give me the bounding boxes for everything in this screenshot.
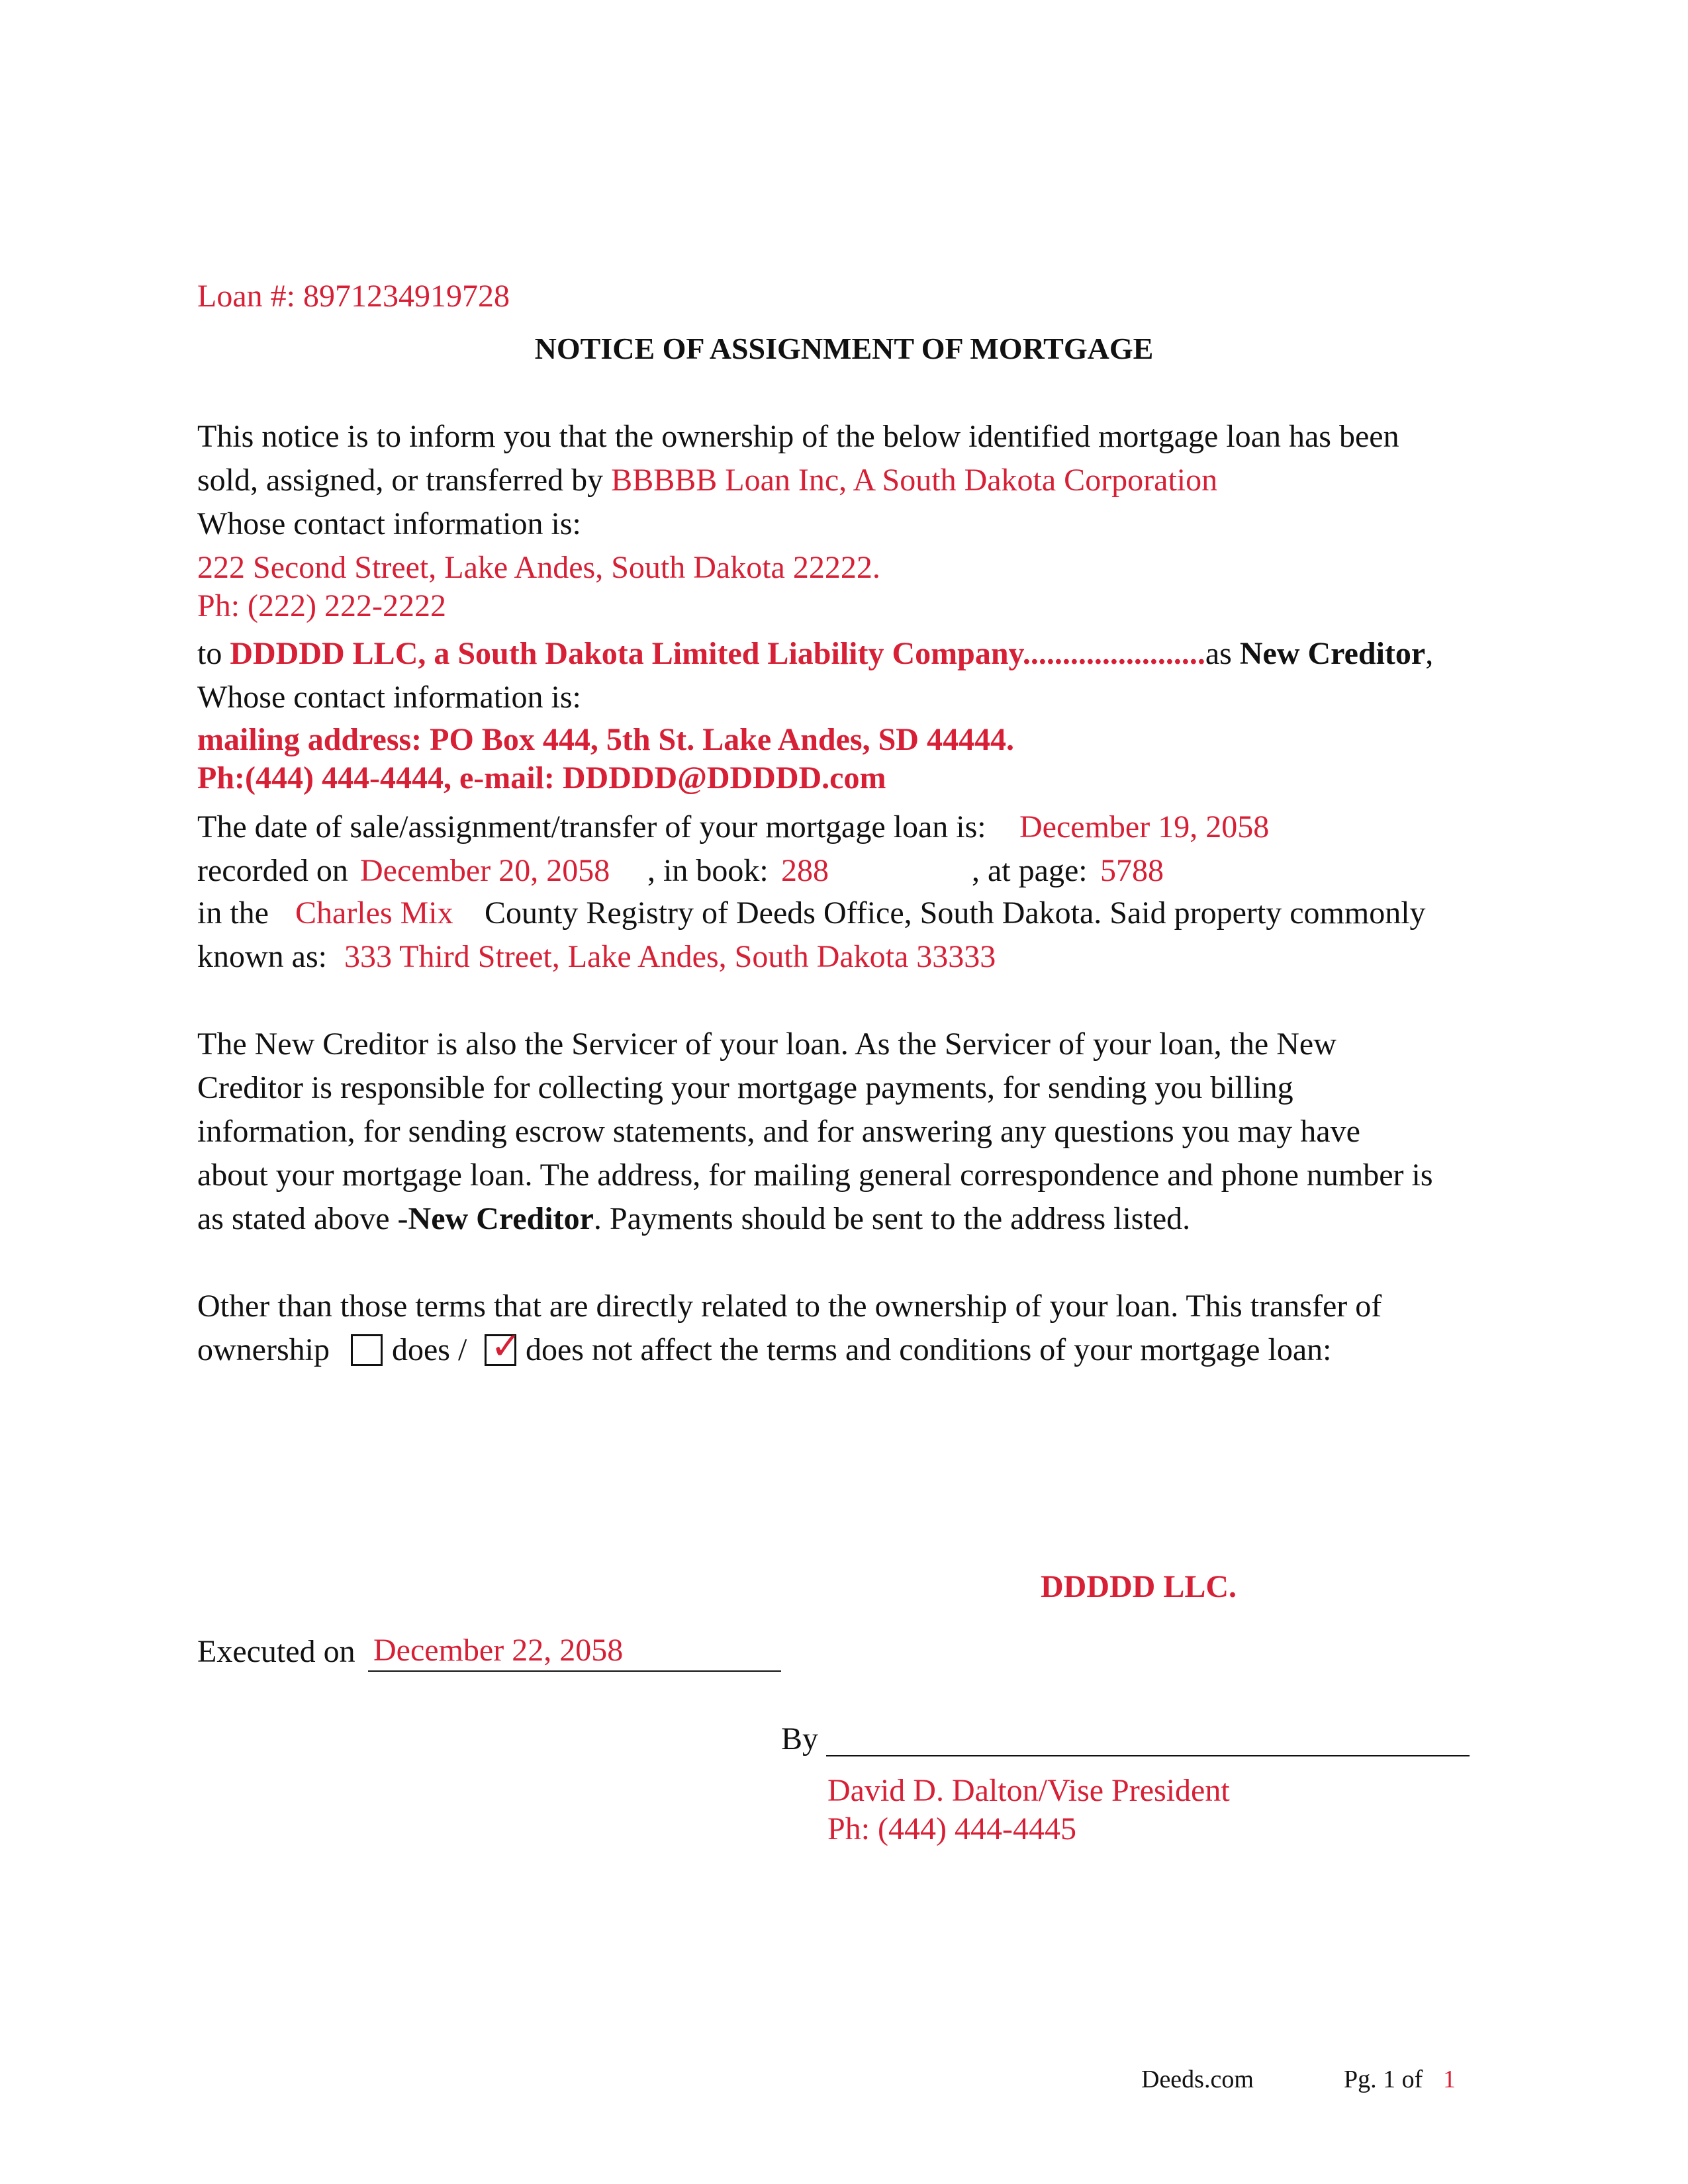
servicer-line-5-prefix: as stated above -: [197, 1201, 408, 1236]
to-label: to: [197, 636, 222, 671]
footer-page-total: 1: [1443, 2066, 1456, 2093]
does-label: does /: [392, 1332, 467, 1367]
by-label: By: [781, 1721, 819, 1756]
new-creditor-role: New Creditor: [1239, 636, 1426, 671]
county-text: County Registry of Deeds Office, South Dakota. Said property commonly: [485, 895, 1426, 931]
servicer-new-creditor: New Creditor: [408, 1201, 594, 1236]
transfer-date-field[interactable]: December 19, 2058: [1019, 809, 1270, 844]
assignor-phone-field[interactable]: Ph: (222) 222-2222: [197, 588, 446, 623]
creditor-address-field[interactable]: mailing address: PO Box 444, 5th St. Lake Andes, SD 44444.: [197, 722, 1014, 757]
creditor-name-field[interactable]: DDDDD LLC, a South Dakota Limited Liability Company: [230, 636, 1023, 671]
as-label: as: [1205, 636, 1232, 671]
servicer-line-5: [197, 1201, 1190, 1238]
property-address-field[interactable]: 333 Third Street, Lake Andes, South Dakota 33333: [344, 939, 996, 974]
terms-line-1: Other than those terms that are directly related to the ownership of your loan. This transfer of: [197, 1289, 1382, 1324]
in-the-label: in the: [197, 895, 269, 931]
executed-date-field[interactable]: December 22, 2058: [373, 1633, 624, 1668]
signing-company: DDDDD LLC.: [1041, 1569, 1237, 1604]
servicer-line-4: about your mortgage loan. The address, for mailing general correspondence and phone number is: [197, 1158, 1433, 1193]
page-label: , at page:: [972, 853, 1088, 888]
assignor-address-field[interactable]: 222 Second Street, Lake Andes, South Dakota 22222.: [197, 550, 880, 585]
creditor-line: [197, 635, 1433, 672]
signer-phone: Ph: (444) 444-4445: [827, 1811, 1076, 1846]
signature-line[interactable]: [826, 1755, 1470, 1756]
intro-line-1: This notice is to inform you that the ownership of the below identified mortgage loan has been: [197, 419, 1399, 454]
intro-line-2: [197, 462, 1217, 499]
footer-site: Deeds.com: [1141, 2066, 1254, 2093]
book-label: , in book:: [647, 853, 769, 888]
creditor-dots: .......................: [1022, 636, 1205, 671]
transfer-date-label: The date of sale/assignment/transfer of your mortgage loan is:: [197, 809, 986, 844]
does-not-label: does not affect the terms and conditions of your mortgage loan:: [526, 1332, 1332, 1367]
book-number-field[interactable]: 288: [781, 853, 829, 888]
does-not-checkbox[interactable]: [485, 1325, 522, 1368]
does-checkbox[interactable]: [351, 1334, 383, 1366]
recorded-label: recorded on: [197, 853, 348, 888]
servicer-line-5-suffix: . Payments should be sent to the address listed.: [593, 1201, 1191, 1236]
servicer-line-1: The New Creditor is also the Servicer of your loan. As the Servicer of your loan, the New: [197, 1026, 1336, 1062]
creditor-phone-email-field[interactable]: Ph:(444) 444-4444, e-mail: DDDDD@DDDDD.com: [197, 760, 886, 796]
county-field[interactable]: Charles Mix: [295, 895, 453, 931]
servicer-line-2: Creditor is responsible for collecting your mortgage payments, for sending you billing: [197, 1070, 1293, 1105]
ownership-label: ownership: [197, 1332, 330, 1367]
signer-name: David D. Dalton/Vise President: [827, 1773, 1230, 1808]
recorded-date-field[interactable]: December 20, 2058: [360, 853, 610, 888]
intro-line-2-prefix: sold, assigned, or transferred by: [197, 463, 604, 498]
role-comma: ,: [1425, 636, 1434, 671]
document-title: NOTICE OF ASSIGNMENT OF MORTGAGE: [534, 332, 1154, 365]
assignor-name-field[interactable]: BBBBB Loan Inc, A South Dakota Corporation: [611, 463, 1218, 498]
assignor-contact-label: Whose contact information is:: [197, 506, 581, 541]
loan-number: Loan #: 8971234919728: [197, 279, 510, 314]
checkmark-icon: ✓: [491, 1325, 522, 1368]
servicer-line-3: information, for sending escrow statements, and for answering any questions you may have: [197, 1114, 1360, 1149]
known-as-label: known as:: [197, 939, 327, 974]
creditor-contact-label: Whose contact information is:: [197, 680, 581, 715]
page-number-field[interactable]: 5788: [1100, 853, 1164, 888]
footer-page-label: Pg. 1 of: [1344, 2066, 1423, 2093]
executed-date-underline: [368, 1670, 781, 1672]
executed-label: Executed on: [197, 1634, 355, 1669]
